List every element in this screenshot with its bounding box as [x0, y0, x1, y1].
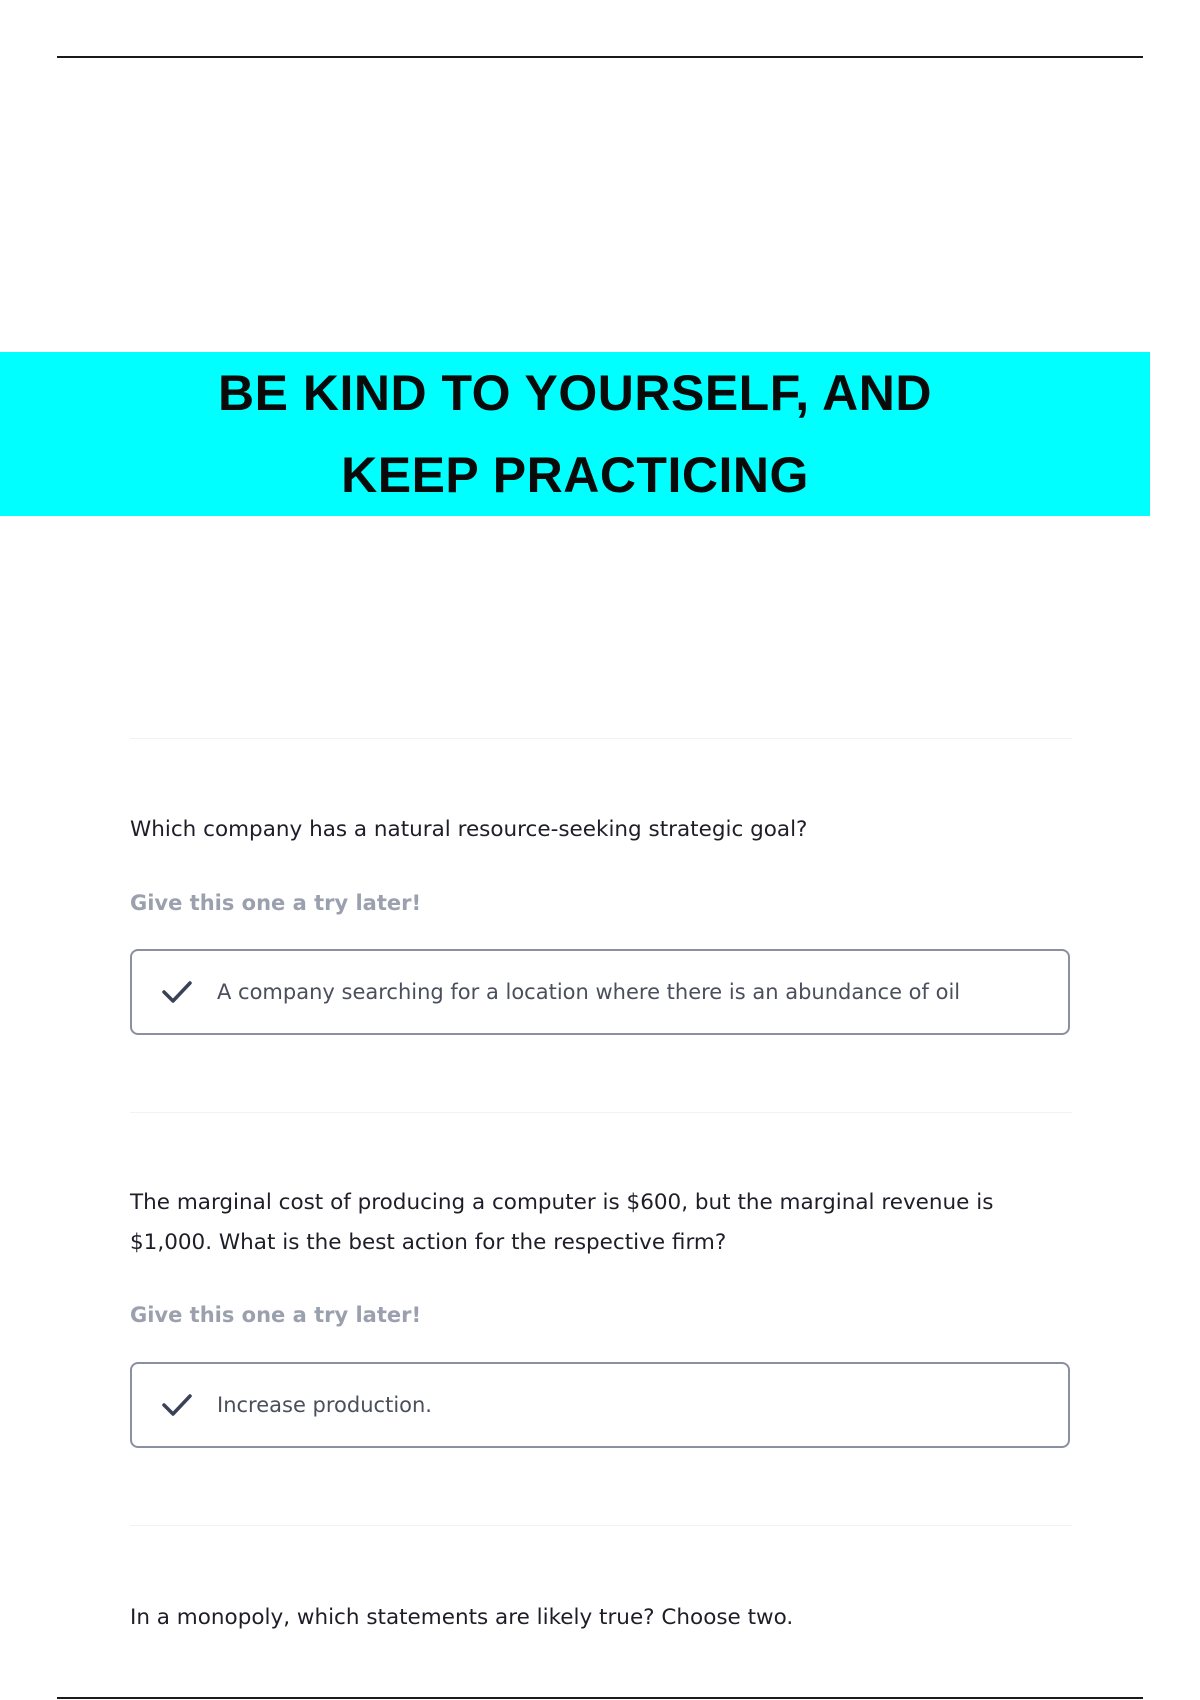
question-1-answer-option[interactable]: [130, 949, 1070, 1035]
section-divider: [130, 738, 1072, 739]
question-3-prompt: In a monopoly, which statements are likely true? Choose two.: [130, 1605, 794, 1630]
page-bottom-rule: [57, 1697, 1143, 1699]
question-2-prompt-line-2: $1,000. What is the best action for the respective firm?: [130, 1230, 727, 1255]
question-2-hint[interactable]: Give this one a try later!: [130, 1303, 422, 1327]
question-2-answer-text: Increase production.: [217, 1393, 432, 1417]
question-1-prompt: Which company has a natural resource-seeking strategic goal?: [130, 817, 808, 842]
banner-line-2: KEEP PRACTICING: [338, 445, 812, 505]
question-2-prompt: [130, 1183, 1030, 1263]
banner-line-1: BE KIND TO YOURSELF, AND: [215, 363, 935, 423]
section-divider: [130, 1112, 1072, 1113]
question-2-prompt-line-1: The marginal cost of producing a computer is $600, but the marginal revenue is: [130, 1190, 994, 1215]
section-divider: [130, 1525, 1072, 1526]
check-icon: [159, 974, 195, 1010]
question-1-hint[interactable]: Give this one a try later!: [130, 891, 422, 915]
motivational-banner: [0, 352, 1150, 516]
question-1-answer-text: A company searching for a location where there is an abundance of oil: [217, 980, 961, 1004]
page-top-rule: [57, 56, 1143, 58]
check-icon: [159, 1387, 195, 1423]
question-2-answer-option[interactable]: [130, 1362, 1070, 1448]
